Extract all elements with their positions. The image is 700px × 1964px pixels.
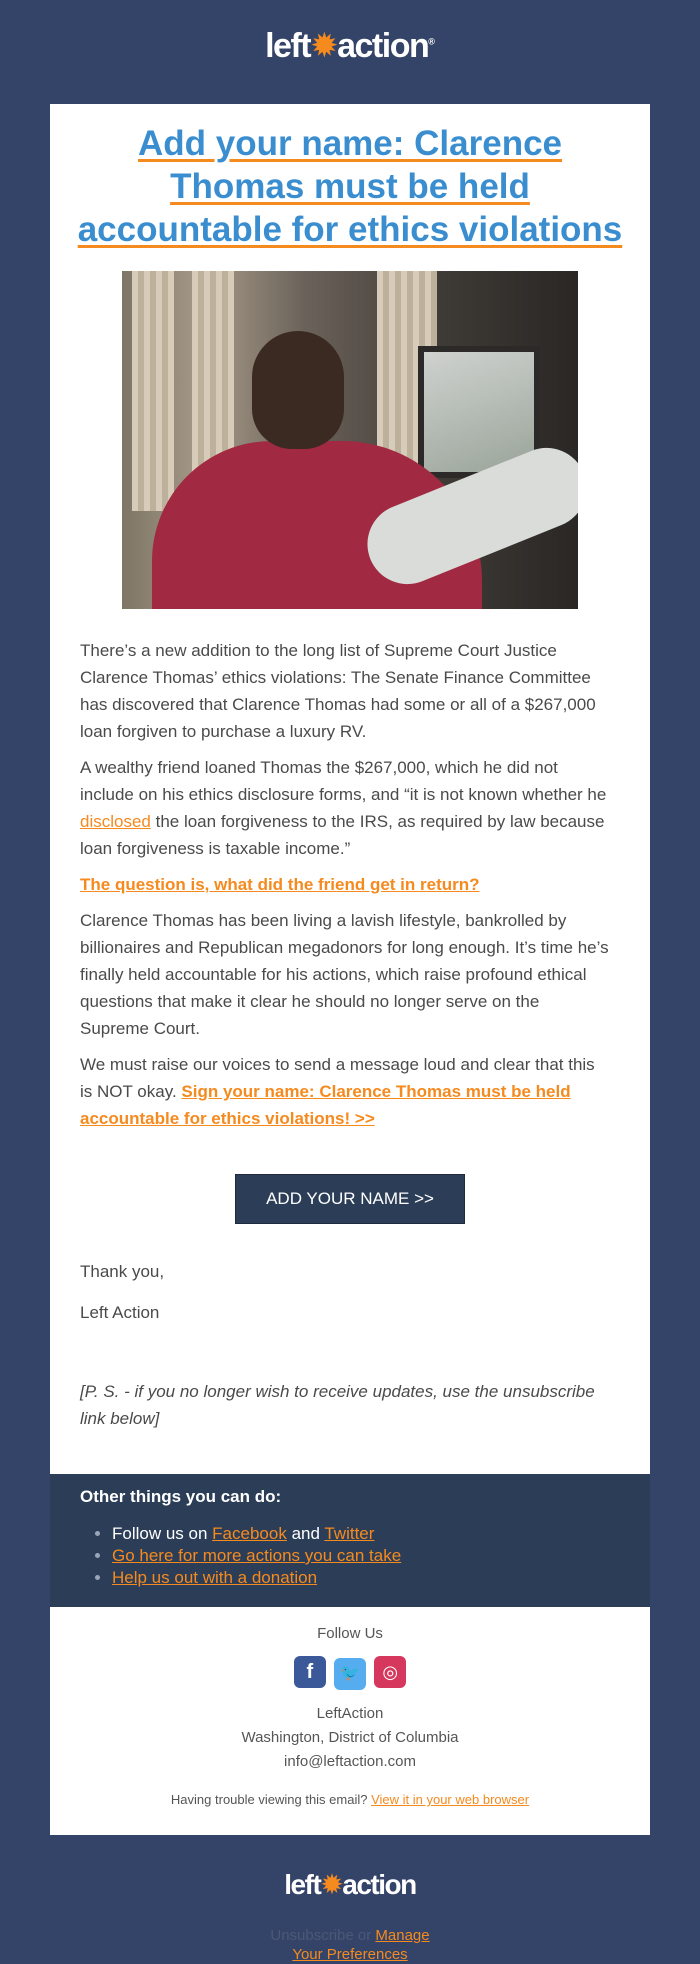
other-actions-panel [50,1474,650,1607]
paragraph-4: We must raise our voices to send a message loud and clear that this is NOT okay. Sign your name: Clarence Thomas must be held accountable for ethics violations! >> [80,1055,595,1128]
ps-note: [P. S. - if you no longer wish to receive updates, use the unsubscribe link below] [80,1382,595,1428]
org-location: Washington, District of Columbia [241,1729,459,1746]
paragraph-3: Clarence Thomas has been living a lavish lifestyle, bankrolled by billionaires and Republican megadonors for long enough. It’s time he’s finally held accountable for his actions, which raise profound ethical questions that make it clear he should no longer serve on the Supreme Court. [80,911,609,1038]
org-email: info@leftaction.com [284,1753,416,1770]
org-name: LeftAction [316,1705,384,1722]
hero-photo[interactable] [122,271,578,609]
email-card [50,104,650,1835]
message-body [50,609,650,1132]
list-item-more-actions [112,1545,620,1567]
disclosed-link[interactable]: disclosed [80,812,151,831]
follow-us-label: Follow Us [317,1625,383,1642]
list-item-donation [112,1567,620,1589]
footer-sunburst-icon: ✹ [320,1869,343,1900]
sunburst-icon: ✹ [310,27,338,65]
view-in-browser-link[interactable]: View it in your web browser [371,1792,530,1807]
headline-link[interactable]: Add your name: Clarence Thomas must be held accountable for ethics violations [77,124,623,249]
other-actions-heading: Other things you can do: [80,1487,282,1506]
facebook-icon[interactable]: f [294,1656,326,1688]
donation-link[interactable]: Help us out with a donation [112,1568,318,1587]
preferences-link[interactable]: Your Preferences [292,1946,408,1963]
footer-logo[interactable] [0,1868,700,1901]
paragraph-2: A wealthy friend loaned Thomas the $267,000, which he did not include on his ethics disclosure forms, and “it is not known whether he disclosed the loan forgiveness to the IRS, as required by law because loan forgiveness is taxable income.” [80,758,607,858]
facebook-link[interactable]: Facebook [212,1524,287,1543]
social-icons [50,1656,650,1690]
preferences-links [0,1926,700,1964]
logo[interactable] [0,26,700,66]
thanks-text: Thank you, [80,1262,165,1281]
signoff [50,1224,650,1326]
paragraph-1: There’s a new addition to the long list of Supreme Court Justice Clarence Thomas’ ethics violations: The Senate Finance Committee has discovered that Clarence Thomas had some or all of a $267,000 loan forgiven to purchase a luxury RV. [80,641,596,741]
add-your-name-button[interactable]: ADD YOUR NAME >> [235,1174,465,1224]
trouble-viewing: Having trouble viewing this email? View it in your web browser [170,1792,530,1807]
list-item-follow: • Follow us on Facebook and Twitter [112,1523,620,1545]
twitter-link[interactable]: Twitter [324,1524,375,1543]
trademark: ® [428,36,435,47]
header [0,0,700,104]
logo-text-left: left [265,27,311,65]
footer-logo-text-right: action [342,1869,416,1900]
more-actions-link[interactable]: Go here for more actions you can take [112,1546,402,1565]
signature: Left Action [80,1303,160,1322]
twitter-icon[interactable]: 🐦 [334,1658,366,1690]
question-link[interactable]: The question is, what did the friend get in return? [80,875,480,894]
unsubscribe-link[interactable]: Unsubscribe or [270,1927,376,1944]
address-block [50,1702,650,1774]
sign-name-link[interactable]: Sign your name: Clarence Thomas must be held accountable for ethics violations! >> [80,1082,571,1128]
logo-text-right: action [337,27,429,65]
instagram-icon[interactable]: ◎ [374,1656,406,1688]
question-paragraph [80,871,610,898]
footer [50,1607,650,1835]
footer-logo-text-left: left [284,1869,321,1900]
manage-link[interactable]: Manage [375,1927,430,1944]
